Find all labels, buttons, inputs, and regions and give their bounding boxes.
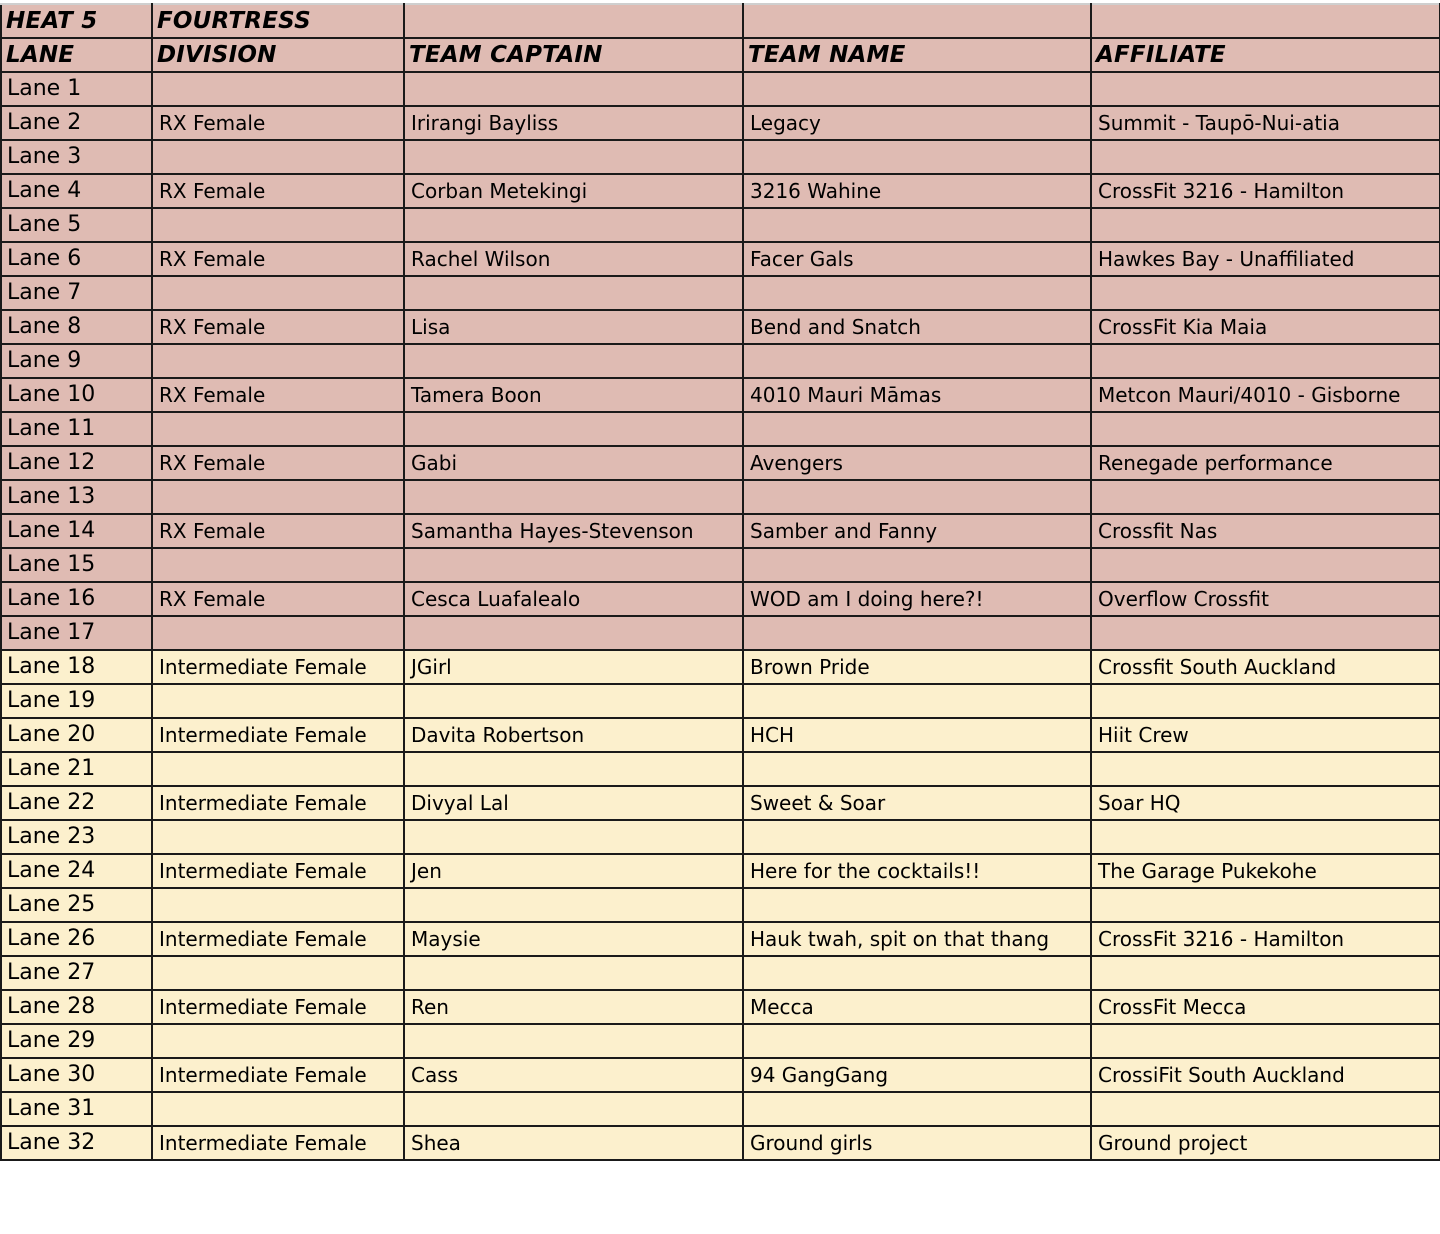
- cell-captain[interactable]: Lisa: [404, 310, 743, 344]
- empty-header-cell[interactable]: [743, 4, 1091, 38]
- cell-division[interactable]: Intermediate Female: [152, 786, 404, 820]
- table-row: [1, 140, 1440, 174]
- cell-lane[interactable]: Lane 23: [1, 820, 152, 854]
- column-header-team[interactable]: TEAM NAME: [743, 38, 1091, 72]
- cell-team[interactable]: HCH: [743, 718, 1091, 752]
- cell-affiliate[interactable]: [1091, 208, 1440, 242]
- cell-lane[interactable]: Lane 8: [1, 310, 152, 344]
- cell-affiliate[interactable]: CrossFit Kia Maia: [1091, 310, 1440, 344]
- table-row: [1, 820, 1440, 854]
- cell-team[interactable]: Avengers: [743, 446, 1091, 480]
- table-row: [1, 582, 1440, 616]
- cell-affiliate[interactable]: [1091, 684, 1440, 718]
- column-header-lane[interactable]: LANE: [1, 38, 152, 72]
- cell-captain[interactable]: Cesca Luafalealo: [404, 582, 743, 616]
- table-row: [1, 242, 1440, 276]
- cell-division[interactable]: [152, 684, 404, 718]
- cell-affiliate[interactable]: [1091, 1092, 1440, 1126]
- cell-division[interactable]: [152, 1092, 404, 1126]
- cell-team[interactable]: 4010 Mauri Māmas: [743, 378, 1091, 412]
- cell-captain[interactable]: Irirangi Bayliss: [404, 106, 743, 140]
- cell-affiliate[interactable]: Crossfit Nas: [1091, 514, 1440, 548]
- table-row: [1, 1024, 1440, 1058]
- table-row: [1, 854, 1440, 888]
- cell-affiliate[interactable]: [1091, 412, 1440, 446]
- table-row: [1, 514, 1440, 548]
- cell-affiliate[interactable]: [1091, 752, 1440, 786]
- table-row: [1, 344, 1440, 378]
- cell-team[interactable]: Facer Gals: [743, 242, 1091, 276]
- cell-affiliate[interactable]: [1091, 1024, 1440, 1058]
- cell-captain[interactable]: [404, 888, 743, 922]
- cell-team[interactable]: [743, 548, 1091, 582]
- cell-division[interactable]: [152, 616, 404, 650]
- cell-affiliate[interactable]: Soar HQ: [1091, 786, 1440, 820]
- cell-division[interactable]: [152, 208, 404, 242]
- cell-lane[interactable]: Lane 11: [1, 412, 152, 446]
- heat-lane-table: [0, 3, 1440, 1161]
- cell-division[interactable]: RX Female: [152, 174, 404, 208]
- cell-team[interactable]: [743, 888, 1091, 922]
- cell-captain[interactable]: [404, 1092, 743, 1126]
- cell-team[interactable]: [743, 616, 1091, 650]
- cell-team[interactable]: [743, 752, 1091, 786]
- cell-division[interactable]: RX Female: [152, 514, 404, 548]
- cell-lane[interactable]: Lane 15: [1, 548, 152, 582]
- cell-lane[interactable]: Lane 12: [1, 446, 152, 480]
- cell-captain[interactable]: [404, 820, 743, 854]
- table-row: [1, 174, 1440, 208]
- cell-team[interactable]: [743, 1092, 1091, 1126]
- cell-division[interactable]: [152, 140, 404, 174]
- cell-affiliate[interactable]: [1091, 72, 1440, 106]
- table-row: [1, 208, 1440, 242]
- cell-team[interactable]: [743, 72, 1091, 106]
- table-row: [1, 888, 1440, 922]
- cell-team[interactable]: 94 GangGang: [743, 1058, 1091, 1092]
- cell-team[interactable]: [743, 344, 1091, 378]
- cell-affiliate[interactable]: Overflow Crossfit: [1091, 582, 1440, 616]
- column-header-affiliate[interactable]: AFFILIATE: [1091, 38, 1440, 72]
- cell-division[interactable]: [152, 412, 404, 446]
- cell-division[interactable]: [152, 480, 404, 514]
- table-row: [1, 718, 1440, 752]
- cell-team[interactable]: Mecca: [743, 990, 1091, 1024]
- cell-lane[interactable]: Lane 4: [1, 174, 152, 208]
- cell-division[interactable]: RX Female: [152, 446, 404, 480]
- cell-division[interactable]: RX Female: [152, 378, 404, 412]
- cell-captain[interactable]: Samantha Hayes-Stevenson: [404, 514, 743, 548]
- cell-team[interactable]: Brown Pride: [743, 650, 1091, 684]
- cell-team[interactable]: Ground girls: [743, 1126, 1091, 1160]
- cell-team[interactable]: Bend and Snatch: [743, 310, 1091, 344]
- column-header-row: [1, 38, 1440, 72]
- cell-team[interactable]: [743, 684, 1091, 718]
- cell-lane[interactable]: Lane 20: [1, 718, 152, 752]
- table-row: [1, 446, 1440, 480]
- cell-lane[interactable]: Lane 26: [1, 922, 152, 956]
- cell-team[interactable]: [743, 208, 1091, 242]
- cell-lane[interactable]: Lane 3: [1, 140, 152, 174]
- empty-header-cell[interactable]: [404, 4, 743, 38]
- cell-division[interactable]: Intermediate Female: [152, 854, 404, 888]
- table-row: [1, 378, 1440, 412]
- cell-affiliate[interactable]: Metcon Mauri/4010 - Gisborne: [1091, 378, 1440, 412]
- cell-captain[interactable]: [404, 208, 743, 242]
- cell-lane[interactable]: Lane 32: [1, 1126, 152, 1160]
- cell-affiliate[interactable]: Renegade performance: [1091, 446, 1440, 480]
- table-row: [1, 922, 1440, 956]
- cell-affiliate[interactable]: [1091, 616, 1440, 650]
- cell-team[interactable]: 3216 Wahine: [743, 174, 1091, 208]
- cell-team[interactable]: Here for the cocktails!!: [743, 854, 1091, 888]
- cell-division[interactable]: RX Female: [152, 242, 404, 276]
- cell-lane[interactable]: Lane 25: [1, 888, 152, 922]
- cell-division[interactable]: Intermediate Female: [152, 990, 404, 1024]
- cell-captain[interactable]: Ren: [404, 990, 743, 1024]
- table-row: [1, 276, 1440, 310]
- cell-team[interactable]: Sweet & Soar: [743, 786, 1091, 820]
- table-row: [1, 684, 1440, 718]
- table-row: [1, 1092, 1440, 1126]
- table-row: [1, 480, 1440, 514]
- table-row: [1, 1058, 1440, 1092]
- cell-team[interactable]: Samber and Fanny: [743, 514, 1091, 548]
- cell-captain[interactable]: JGirl: [404, 650, 743, 684]
- cell-captain[interactable]: [404, 1024, 743, 1058]
- cell-captain[interactable]: [404, 684, 743, 718]
- cell-division[interactable]: Intermediate Female: [152, 922, 404, 956]
- cell-affiliate[interactable]: Summit - Taupō-Nui-atia: [1091, 106, 1440, 140]
- cell-affiliate[interactable]: CrossFit Mecca: [1091, 990, 1440, 1024]
- cell-captain[interactable]: Shea: [404, 1126, 743, 1160]
- cell-division[interactable]: [152, 752, 404, 786]
- cell-affiliate[interactable]: [1091, 140, 1440, 174]
- cell-lane[interactable]: Lane 30: [1, 1058, 152, 1092]
- cell-lane[interactable]: Lane 7: [1, 276, 152, 310]
- cell-affiliate[interactable]: [1091, 888, 1440, 922]
- table-row: [1, 752, 1440, 786]
- cell-captain[interactable]: Corban Metekingi: [404, 174, 743, 208]
- cell-lane[interactable]: Lane 21: [1, 752, 152, 786]
- cell-captain[interactable]: Tamera Boon: [404, 378, 743, 412]
- table-row: [1, 990, 1440, 1024]
- cell-team[interactable]: WOD am I doing here?!: [743, 582, 1091, 616]
- cell-lane[interactable]: Lane 1: [1, 72, 152, 106]
- table-row: [1, 412, 1440, 446]
- cell-division[interactable]: Intermediate Female: [152, 1058, 404, 1092]
- cell-team[interactable]: [743, 956, 1091, 990]
- cell-division[interactable]: [152, 888, 404, 922]
- cell-division[interactable]: Intermediate Female: [152, 1126, 404, 1160]
- cell-lane[interactable]: Lane 13: [1, 480, 152, 514]
- cell-division[interactable]: [152, 1024, 404, 1058]
- cell-team[interactable]: Hauk twah, spit on that thang: [743, 922, 1091, 956]
- cell-captain[interactable]: [404, 412, 743, 446]
- heat-title-row: [1, 4, 1440, 38]
- table-row: [1, 548, 1440, 582]
- cell-captain[interactable]: [404, 616, 743, 650]
- cell-team[interactable]: [743, 820, 1091, 854]
- table-row: [1, 72, 1440, 106]
- workout-name-cell[interactable]: FOURTRESS: [152, 4, 404, 38]
- empty-header-cell[interactable]: [1091, 4, 1440, 38]
- table-row: [1, 106, 1440, 140]
- sheet-bottom-margin: [0, 1229, 1440, 1234]
- cell-affiliate[interactable]: [1091, 276, 1440, 310]
- cell-lane[interactable]: Lane 19: [1, 684, 152, 718]
- table-row: [1, 786, 1440, 820]
- table-row: [1, 1126, 1440, 1160]
- cell-lane[interactable]: Lane 22: [1, 786, 152, 820]
- cell-division[interactable]: [152, 820, 404, 854]
- cell-captain[interactable]: Davita Robertson: [404, 718, 743, 752]
- cell-captain[interactable]: Cass: [404, 1058, 743, 1092]
- cell-captain[interactable]: Jen: [404, 854, 743, 888]
- cell-captain[interactable]: [404, 140, 743, 174]
- table-row: [1, 310, 1440, 344]
- cell-captain[interactable]: [404, 276, 743, 310]
- cell-lane[interactable]: Lane 28: [1, 990, 152, 1024]
- cell-affiliate[interactable]: Crossfit South Auckland: [1091, 650, 1440, 684]
- cell-affiliate[interactable]: Hawkes Bay - Unaffiliated: [1091, 242, 1440, 276]
- table-row: [1, 650, 1440, 684]
- cell-captain[interactable]: [404, 72, 743, 106]
- cell-team[interactable]: Legacy: [743, 106, 1091, 140]
- cell-division[interactable]: RX Female: [152, 106, 404, 140]
- cell-affiliate[interactable]: The Garage Pukekohe: [1091, 854, 1440, 888]
- cell-team[interactable]: [743, 412, 1091, 446]
- cell-lane[interactable]: Lane 17: [1, 616, 152, 650]
- cell-division[interactable]: [152, 956, 404, 990]
- cell-lane[interactable]: Lane 24: [1, 854, 152, 888]
- cell-division[interactable]: RX Female: [152, 310, 404, 344]
- table-row: [1, 616, 1440, 650]
- cell-captain[interactable]: [404, 344, 743, 378]
- column-header-division[interactable]: DIVISION: [152, 38, 404, 72]
- cell-division[interactable]: [152, 72, 404, 106]
- cell-captain[interactable]: [404, 752, 743, 786]
- cell-affiliate[interactable]: CrossFit 3216 - Hamilton: [1091, 174, 1440, 208]
- cell-lane[interactable]: Lane 10: [1, 378, 152, 412]
- heat-label-cell[interactable]: HEAT 5: [1, 4, 152, 38]
- cell-division[interactable]: [152, 344, 404, 378]
- cell-lane[interactable]: Lane 5: [1, 208, 152, 242]
- cell-division[interactable]: Intermediate Female: [152, 650, 404, 684]
- cell-division[interactable]: Intermediate Female: [152, 718, 404, 752]
- cell-lane[interactable]: Lane 31: [1, 1092, 152, 1126]
- cell-division[interactable]: [152, 548, 404, 582]
- cell-lane[interactable]: Lane 16: [1, 582, 152, 616]
- cell-lane[interactable]: Lane 9: [1, 344, 152, 378]
- cell-affiliate[interactable]: Ground project: [1091, 1126, 1440, 1160]
- cell-captain[interactable]: Maysie: [404, 922, 743, 956]
- cell-lane[interactable]: Lane 27: [1, 956, 152, 990]
- cell-affiliate[interactable]: [1091, 956, 1440, 990]
- cell-captain[interactable]: [404, 480, 743, 514]
- cell-affiliate[interactable]: [1091, 820, 1440, 854]
- cell-team[interactable]: [743, 480, 1091, 514]
- cell-affiliate[interactable]: [1091, 480, 1440, 514]
- cell-captain[interactable]: Rachel Wilson: [404, 242, 743, 276]
- cell-lane[interactable]: Lane 2: [1, 106, 152, 140]
- cell-team[interactable]: [743, 276, 1091, 310]
- table-row: [1, 956, 1440, 990]
- cell-affiliate[interactable]: Hiit Crew: [1091, 718, 1440, 752]
- cell-captain[interactable]: [404, 956, 743, 990]
- cell-affiliate[interactable]: CrossFit 3216 - Hamilton: [1091, 922, 1440, 956]
- cell-affiliate[interactable]: [1091, 548, 1440, 582]
- column-header-captain[interactable]: TEAM CAPTAIN: [404, 38, 743, 72]
- cell-captain[interactable]: Divyal Lal: [404, 786, 743, 820]
- cell-division[interactable]: [152, 276, 404, 310]
- cell-team[interactable]: [743, 1024, 1091, 1058]
- cell-division[interactable]: RX Female: [152, 582, 404, 616]
- cell-captain[interactable]: [404, 548, 743, 582]
- cell-affiliate[interactable]: [1091, 344, 1440, 378]
- table-body: [1, 4, 1440, 1160]
- cell-lane[interactable]: Lane 29: [1, 1024, 152, 1058]
- cell-affiliate[interactable]: CrossiFit South Auckland: [1091, 1058, 1440, 1092]
- cell-lane[interactable]: Lane 6: [1, 242, 152, 276]
- cell-lane[interactable]: Lane 14: [1, 514, 152, 548]
- cell-captain[interactable]: Gabi: [404, 446, 743, 480]
- cell-lane[interactable]: Lane 18: [1, 650, 152, 684]
- cell-team[interactable]: [743, 140, 1091, 174]
